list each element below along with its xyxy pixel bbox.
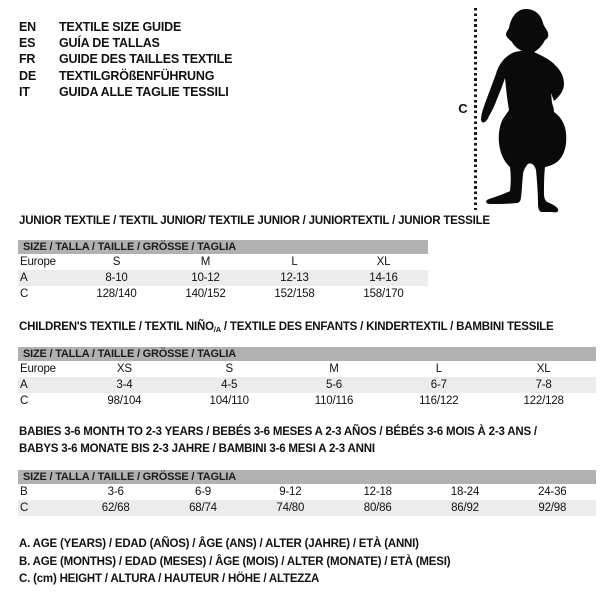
table-row-c: [18, 500, 596, 516]
table-cell: L: [435, 363, 442, 375]
table-cell: 9-12: [279, 486, 302, 498]
table-cell: 110/116: [314, 395, 354, 408]
language-label: TEXTILGRÖßENFÜHRUNG: [59, 68, 215, 83]
table-cell: 98/104: [107, 395, 142, 408]
section-title-junior: JUNIOR TEXTILE / TEXTIL JUNIOR/ TEXTILE JUNIOR / JUNIORTEXTIL / JUNIOR TESSILE: [19, 215, 490, 227]
table-cell: 74/80: [276, 502, 305, 515]
table-cell: M: [200, 256, 211, 268]
table-row-b: [18, 484, 596, 500]
table-cell: S: [225, 363, 233, 375]
table-cell: 24-36: [538, 486, 567, 498]
table-cell: 18-24: [450, 486, 480, 498]
table-cell: XL: [376, 256, 391, 268]
table-cell: 12-18: [363, 486, 392, 498]
section-title-text: CHILDREN'S TEXTILE / TEXTIL NIÑO: [19, 321, 214, 333]
language-label: GUIDA ALLE TAGLIE TESSILI: [59, 84, 229, 99]
footnote-a-age-years: A. AGE (YEARS) / EDAD (AÑOS) / ÂGE (ANS) / ALTER (JAHRE) / ETÀ (ANNI): [19, 538, 419, 550]
table-cell: A: [20, 379, 28, 392]
language-label: GUÍA DE TALLAS: [59, 36, 160, 51]
table-cell: M: [329, 363, 339, 375]
table-row-a: [18, 377, 596, 393]
language-code: FR: [19, 52, 36, 67]
section-title-subscript: /A: [213, 325, 221, 334]
table-cell: 128/140: [96, 288, 137, 301]
table-cell: C: [20, 502, 29, 515]
table-cell: Europe: [20, 363, 56, 375]
language-row-en: [19, 19, 232, 35]
table-cell: 3-6: [107, 486, 124, 498]
table-cell: Europe: [20, 256, 56, 268]
size-header-bar: SIZE / TALLA / TAILLE / GRÖSSE / TAGLIA: [18, 347, 596, 361]
table-row-europe: [18, 254, 428, 270]
table-cell: B: [20, 486, 28, 498]
language-row-it: [19, 84, 232, 100]
footnote-b-age-months: B. AGE (MONTHS) / EDAD (MESES) / ÂGE (MOIS) / ALTER (MONATE) / ETÀ (MESI): [19, 555, 451, 568]
language-code: DE: [19, 68, 36, 83]
table-cell: 6-9: [194, 486, 211, 498]
table-cell: 92/98: [538, 502, 567, 515]
size-table-children: [18, 347, 596, 410]
table-cell: 140/152: [185, 288, 226, 301]
table-cell: 68/74: [189, 502, 217, 515]
section-title-text: / TEXTILE DES ENFANTS / KINDERTEXTIL / BAMBINI TESSILE: [220, 321, 554, 333]
language-title-block: [19, 19, 232, 100]
section-title-line-2: BABYS 3-6 MONATE BIS 2-3 JAHRE / BAMBINI 3-6 MESI A 2-3 ANNI: [19, 443, 375, 455]
table-cell: A: [20, 272, 28, 285]
table-cell: 6-7: [430, 379, 447, 392]
size-header-bar: SIZE / TALLA / TAILLE / GRÖSSE / TAGLIA: [18, 470, 596, 484]
language-row-fr: [19, 51, 232, 67]
size-table-junior: [18, 240, 428, 303]
table-cell: 152/158: [274, 288, 315, 301]
table-row-c: [18, 393, 596, 409]
section-title-line-1: BABIES 3-6 MONTH TO 2-3 YEARS / BEBÉS 3-6 MESES A 2-3 AÑOS / BÉBÉS 3-6 MOIS À 2-3 ANS /: [19, 426, 537, 438]
language-row-es: [19, 35, 232, 51]
section-title-babies: [19, 424, 537, 458]
table-cell: 4-5: [221, 379, 238, 392]
language-label: TEXTILE SIZE GUIDE: [59, 20, 182, 34]
table-cell: 5-6: [325, 379, 342, 392]
table-cell: 80/86: [363, 502, 392, 515]
table-row-c: [18, 286, 428, 302]
table-cell: S: [112, 256, 121, 268]
height-measure-dashed-line: [474, 8, 477, 210]
toddler-silhouette-icon: [478, 6, 578, 214]
table-cell: 3-4: [116, 379, 133, 392]
section-title-children: [19, 321, 553, 334]
table-row-europe: [18, 361, 596, 377]
table-cell: 158/170: [363, 288, 404, 301]
footnotes-block: [19, 536, 450, 589]
table-cell: 122/128: [523, 395, 564, 408]
table-cell: 7-8: [535, 379, 552, 392]
table-cell: 104/110: [209, 395, 249, 408]
table-cell: 86/92: [451, 502, 479, 515]
table-cell: 14-16: [369, 272, 398, 285]
table-cell: C: [20, 288, 29, 301]
table-cell: 116/122: [419, 395, 459, 408]
table-cell: XS: [116, 363, 132, 375]
table-cell: 62/68: [101, 502, 130, 515]
language-label: GUIDE DES TAILLES TEXTILE: [59, 52, 233, 67]
table-cell: 12-13: [280, 272, 309, 285]
size-table-babies: [18, 470, 596, 516]
table-cell: C: [20, 395, 29, 408]
table-cell: 8-10: [105, 272, 128, 285]
footnote-c-height-cm: C. (cm) HEIGHT / ALTURA / HAUTEUR / HÖHE / ALTEZZA: [19, 573, 320, 586]
table-cell: L: [291, 256, 298, 268]
language-code: ES: [19, 36, 36, 51]
language-code: EN: [19, 20, 36, 34]
language-row-de: [19, 68, 232, 84]
height-measure-label: C: [458, 101, 468, 116]
table-cell: 10-12: [191, 272, 220, 285]
table-cell: XL: [536, 363, 551, 375]
table-row-a: [18, 270, 428, 286]
language-code: IT: [19, 84, 30, 99]
size-header-bar: SIZE / TALLA / TAILLE / GRÖSSE / TAGLIA: [18, 240, 428, 254]
